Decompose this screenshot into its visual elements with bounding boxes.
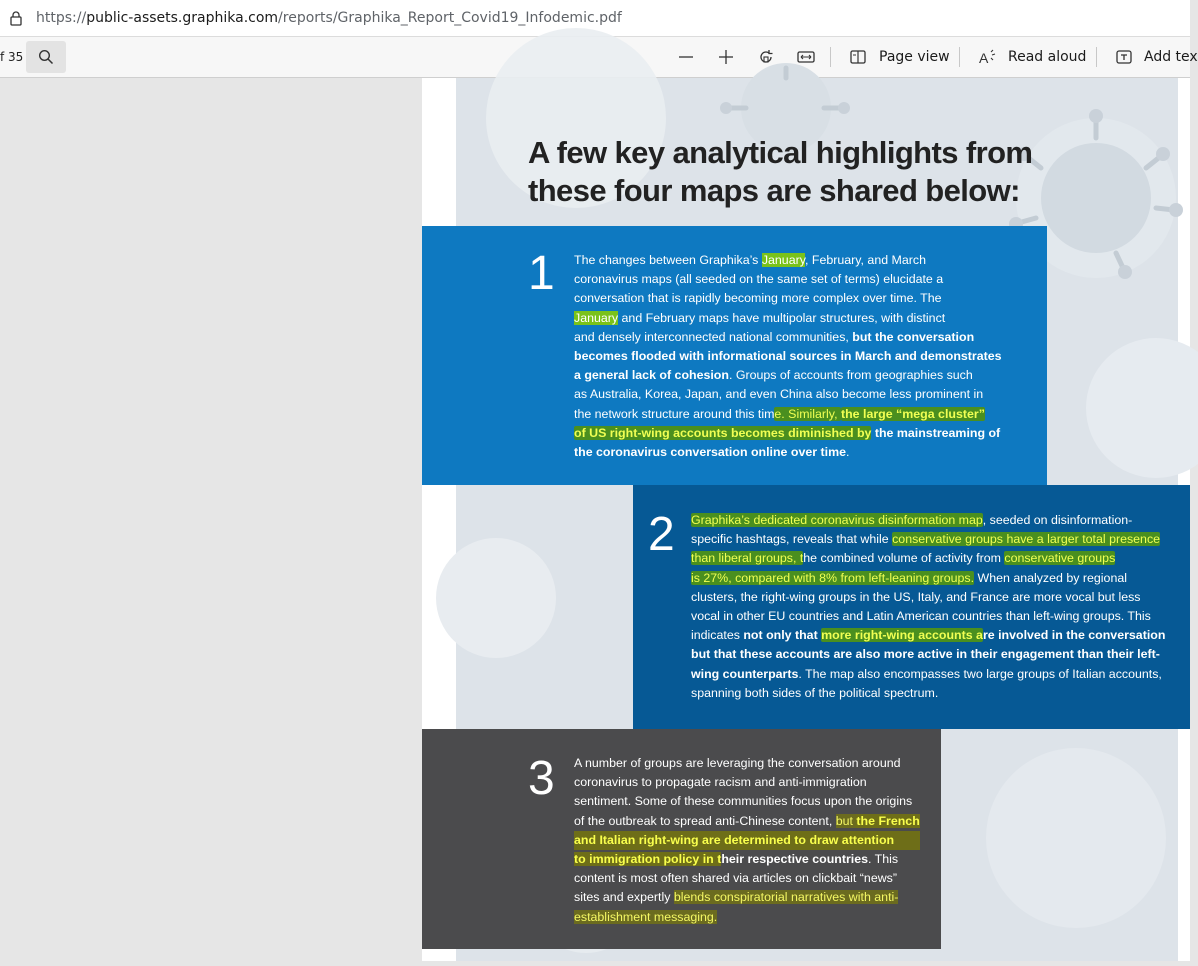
page-heading [528,134,1032,210]
highlighted-text: e. Similarly, [774,406,841,421]
text-line: coronavirus to propagate racism and anti-immigration [574,775,867,790]
text-run: he combined volume of activity from [803,551,1005,566]
highlighted-text: and Italian right-wing are determined to draw attention [574,831,920,850]
highlighted-text: more right-wing accounts a [821,628,983,643]
highlight-box-1 [422,226,1047,485]
zoom-out-button[interactable] [676,47,696,67]
item-1-text [574,251,1002,462]
rotate-icon [757,48,775,66]
text-run: When analyzed by regional [974,570,1127,585]
item-2-text [691,511,1165,703]
text-run: of the outbreak to spread anti-Chinese content, [574,813,836,828]
highlighted-text: conservative groups [1004,551,1116,566]
toolbar-divider [1096,47,1097,67]
text-run: the network structure around this tim [574,406,775,421]
bold-text: not only that [743,628,822,643]
text-run: . Groups of accounts from geographies such [728,368,973,383]
highlighted-text: to immigration policy in t [574,852,722,867]
fit-width-icon [796,48,816,66]
highlighted-text: the large “mega cluster” [840,406,985,421]
bold-text: the coronavirus conversation online over time [574,445,846,460]
bold-text: the mainstreaming of [871,425,1001,440]
bold-text-line: becomes flooded with informational sources in March and demonstrates [574,349,1002,364]
text-line: A number of groups are leveraging the conversation around [574,756,901,770]
text-run: sites and expertly [574,890,674,905]
search-icon [38,49,54,65]
rotate-button[interactable] [756,47,776,67]
text-run: , February, and March [805,253,926,267]
bold-text: a general lack of cohesion [574,368,729,383]
bold-text: re involved in the conversation [982,628,1166,643]
zoom-in-icon [717,48,735,66]
bold-text-line: but that these accounts are also more active in their engagement than their left- [691,647,1160,662]
add-text-button[interactable] [1114,47,1134,67]
text-line: vocal in other EU countries and Latin American countries than left-wing groups. This [691,609,1151,624]
bold-text: but the conversation [852,329,975,344]
item-number: 1 [528,247,555,300]
bold-text: heir respective countries [721,852,869,867]
page-count: f 35 [0,50,24,64]
text-run: , seeded on disinformation- [982,513,1133,527]
url-host: public-assets.graphika.com [86,10,279,26]
read-aloud-button[interactable] [978,47,998,67]
text-line: as Australia, Korea, Japan, and even China also become less prominent in [574,387,984,402]
highlight-box-3 [422,729,941,949]
highlighted-text: conservative groups have a larger total presence [892,532,1161,547]
text-run: . [845,445,850,460]
text-line: content is most often shared via articles on clickbait “news” [574,871,897,886]
pdf-page [422,78,1190,961]
read-aloud-icon [978,48,998,66]
add-text-icon [1115,48,1133,66]
highlighted-text: the French [856,813,920,828]
text-line: sentiment. Some of these communities focus upon the origins [574,794,913,809]
text-run: and densely interconnected national communities, [574,329,853,344]
url-path: /reports/Graphika_Report_Covid19_Infodemic.pdf [278,10,622,26]
url-prefix: https:// [36,10,87,26]
text-line: spanning both sides of the political spectrum. [691,685,939,700]
highlighted-text: Graphika’s dedicated coronavirus disinformation map [691,513,983,527]
add-text-label[interactable]: Add tex [1144,49,1198,65]
highlighted-text: establishment messaging. [574,909,718,924]
highlighted-text: but [835,813,857,828]
text-line: clusters, the right-wing groups in the US, Italy, and France are more vocal but less [691,589,1141,604]
page-view-button[interactable] [848,47,868,67]
url-text[interactable] [36,10,622,26]
page-view-icon [849,48,867,66]
fit-width-button[interactable] [796,47,816,67]
item-number: 3 [528,752,555,805]
highlighted-text: of US right-wing accounts becomes diminished by [574,425,872,440]
text-run: The changes between Graphika’s [574,253,762,267]
text-run: indicates [691,628,744,643]
page-view-label[interactable]: Page view [879,49,950,65]
lock-icon [8,10,24,26]
text-run: . This [868,852,899,867]
zoom-out-icon [677,48,695,66]
text-run: . The map also encompasses two large groups of Italian accounts, [798,666,1162,681]
text-line: conversation that is rapidly becoming more complex over time. The [574,291,942,306]
heading-line: A few key analytical highlights from [528,135,1033,170]
item-number: 2 [648,508,675,561]
highlighted-text: than liberal groups, t [691,551,804,566]
toolbar-divider [830,47,831,67]
text-run: specific hashtags, reveals that while [691,532,893,547]
text-line: coronavirus maps (all seeded on the same set of terms) elucidate a [574,272,944,287]
zoom-in-button[interactable] [716,47,736,67]
bold-text: wing counterparts [691,666,799,681]
svg-text:A: A [979,50,989,66]
highlighted-text: January [761,253,805,267]
text-run: and February maps have multipolar structures, with distinct [618,310,946,325]
heading-line: these four maps are shared below: [528,173,1020,208]
toolbar-divider [959,47,960,67]
item-3-text [574,754,920,927]
highlighted-text: January [574,310,619,325]
highlight-box-2 [633,485,1190,729]
search-button[interactable] [26,41,66,73]
highlighted-text: blends conspiratorial narratives with anti- [673,890,899,905]
highlighted-text: is 27%, compared with 8% from left-leaning groups. [691,570,975,585]
read-aloud-label[interactable]: Read aloud [1008,49,1087,65]
